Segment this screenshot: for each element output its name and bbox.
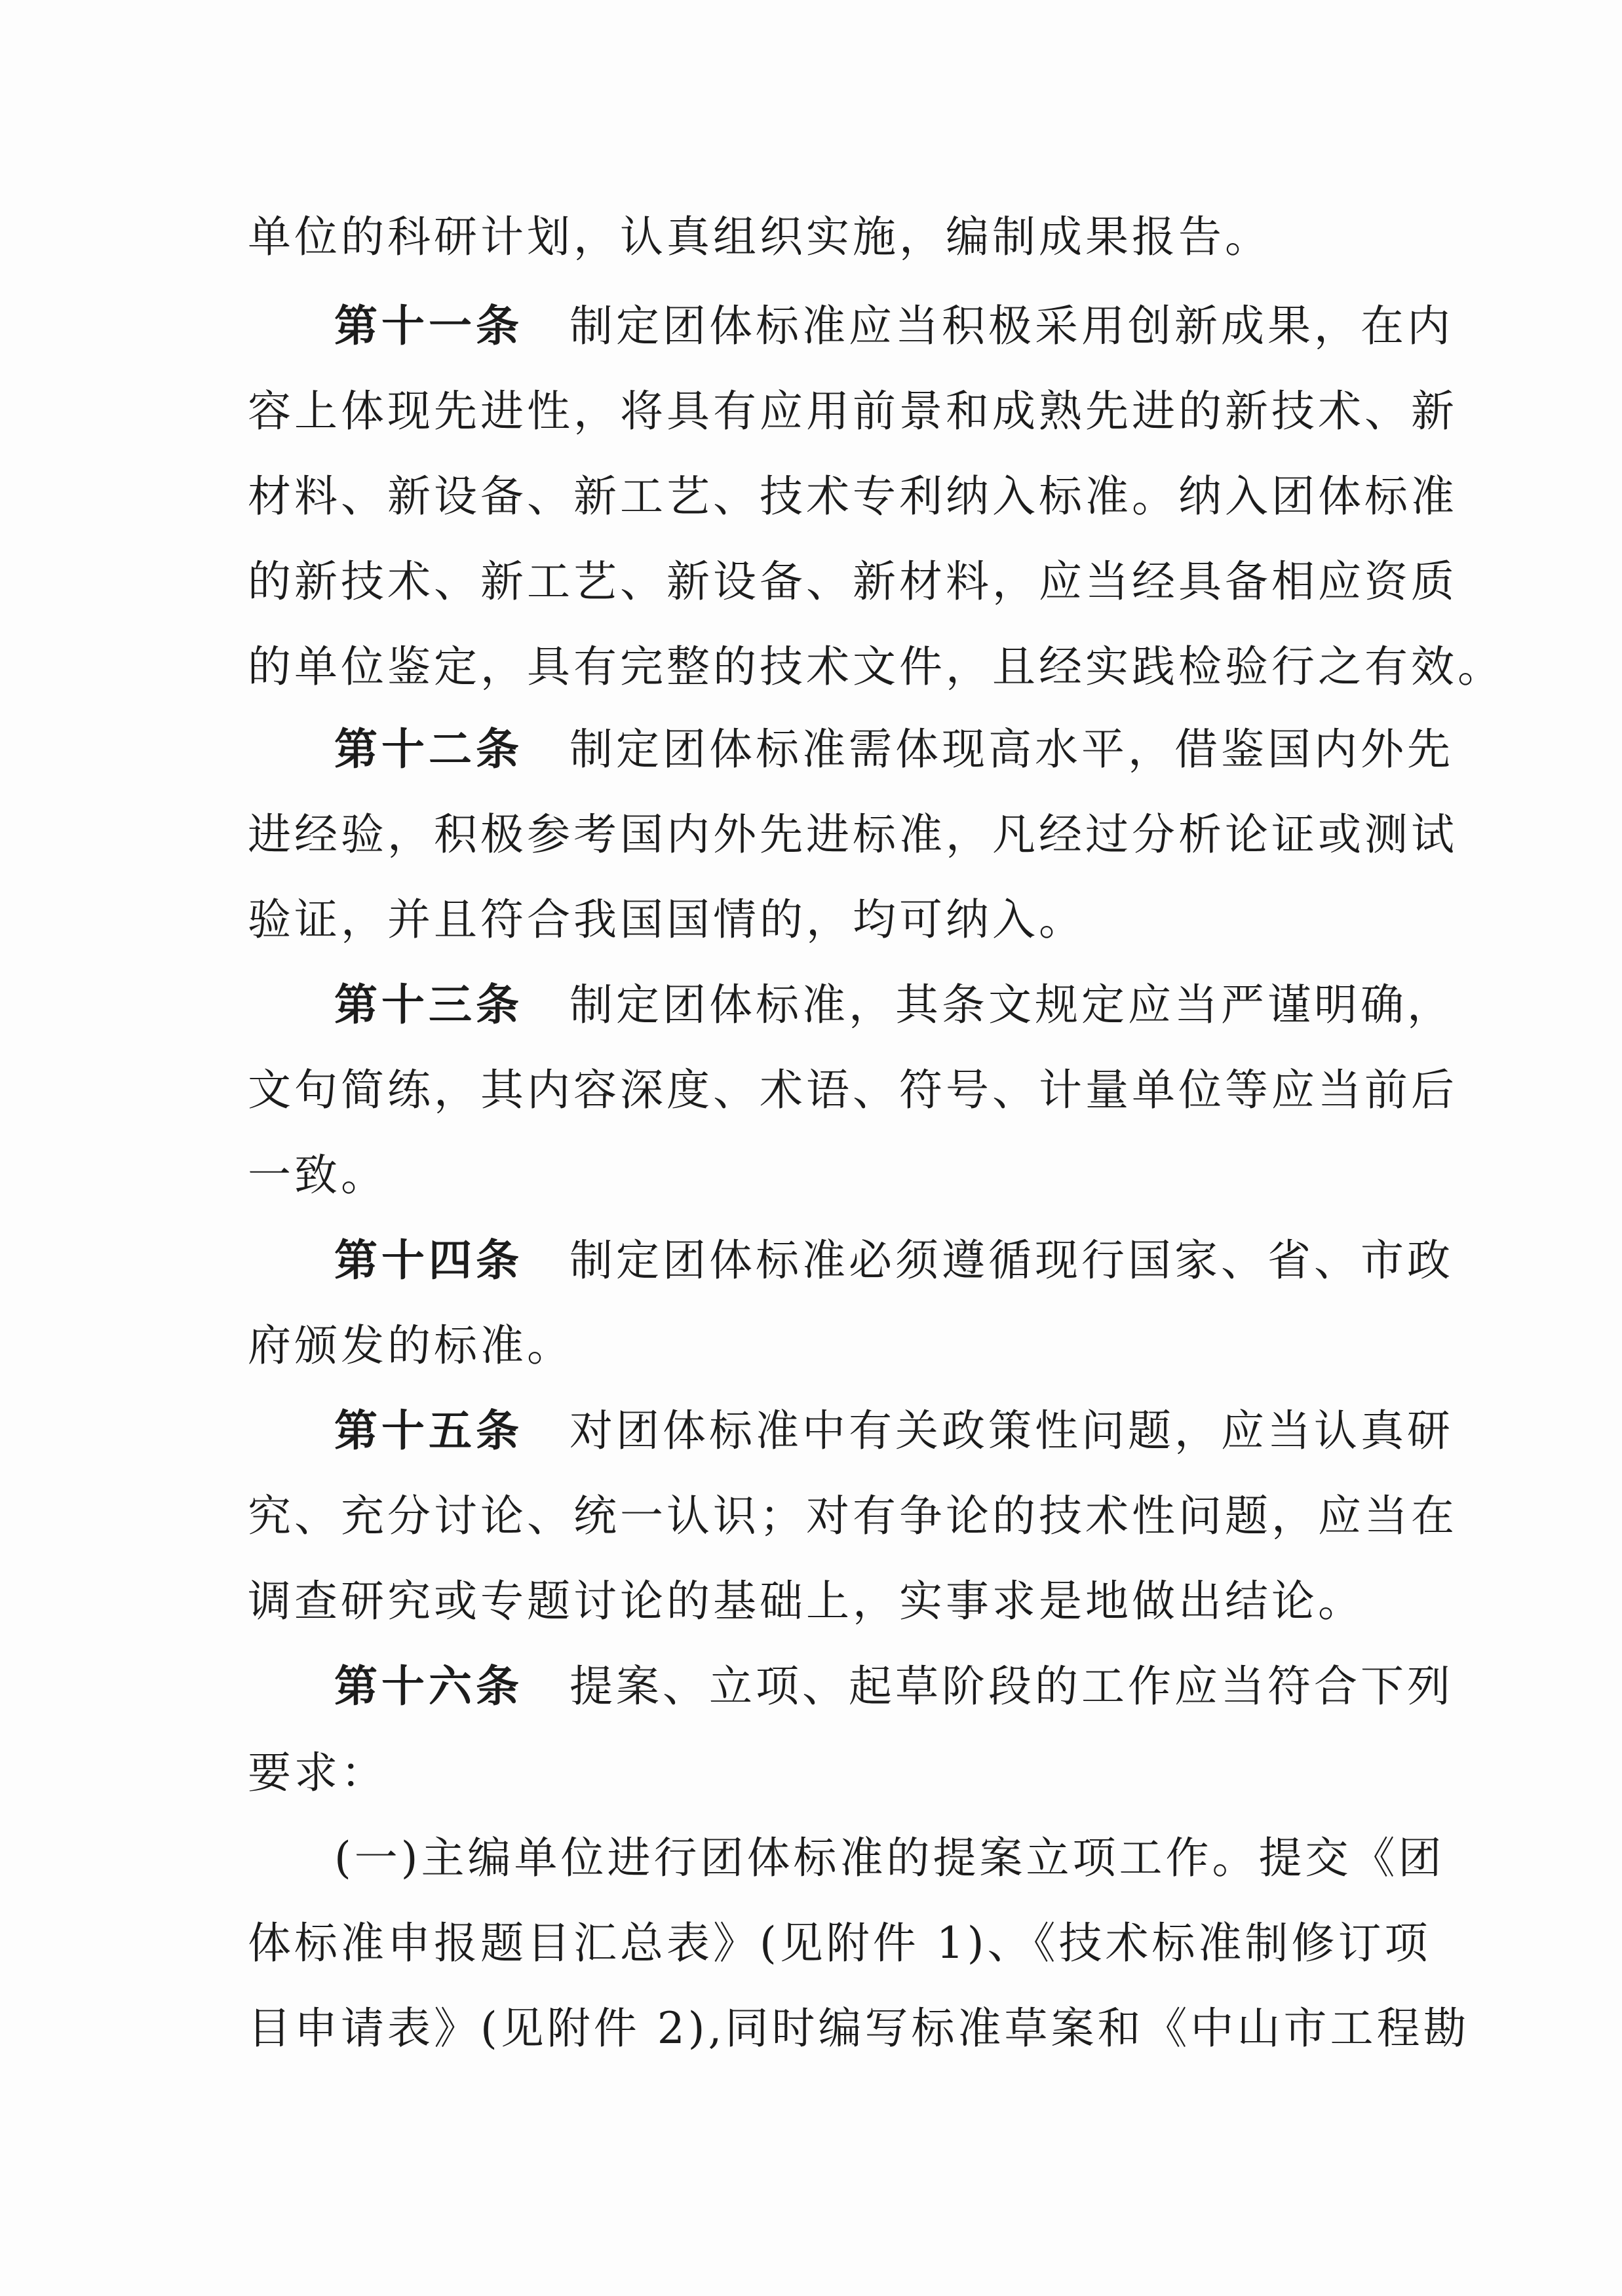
line-text: 制定团体标准应当积极采用创新成果，在内 xyxy=(570,301,1454,351)
text-line xyxy=(248,1058,1458,1123)
article-13-line-1 xyxy=(334,972,1454,1038)
text-line xyxy=(248,204,1375,270)
text-line xyxy=(248,464,1458,529)
article-heading: 第十五条 xyxy=(334,1406,523,1456)
line-text: 容上体现先进性，将具有应用前景和成熟先进的新技术、新 xyxy=(248,386,1458,436)
text-line xyxy=(248,1740,1375,1806)
line-text: 材料、新设备、新工艺、技术专利纳入标准。纳入团体标准 xyxy=(248,471,1458,522)
line-text: 验证，并且符合我国国情的，均可纳入。 xyxy=(248,894,1085,945)
line-text: 的单位鉴定，具有完整的技术文件，且经实践检验行之有效。 xyxy=(248,641,1504,692)
text-line xyxy=(248,379,1458,444)
article-12-line-1 xyxy=(334,717,1454,782)
article-15-line-1 xyxy=(334,1398,1454,1464)
article-heading: 第十三条 xyxy=(334,980,523,1030)
line-text: 单位的科研计划，认真组织实施，编制成果报告。 xyxy=(248,212,1271,262)
line-text: 究、充分讨论、统一认识；对有争论的技术性问题，应当在 xyxy=(248,1491,1458,1541)
line-text: 一致。 xyxy=(248,1150,387,1200)
article-heading: 第十二条 xyxy=(334,724,523,775)
text-line xyxy=(248,1313,1375,1379)
line-text: 体标准申报题目汇总表》(见附件 1)、《技术标准制修订项 xyxy=(248,1918,1431,1968)
line-text: 调查研究或专题讨论的基础上，实事求是地做出结论。 xyxy=(248,1576,1364,1626)
line-text: 对团体标准中有关政策性问题，应当认真研 xyxy=(570,1406,1454,1456)
line-text: (一)主编单位进行团体标准的提案立项工作。提交《团 xyxy=(334,1833,1445,1883)
article-16-line-1 xyxy=(334,1654,1454,1719)
line-text: 提案、立项、起草阶段的工作应当符合下列 xyxy=(570,1661,1454,1712)
article-heading: 第十六条 xyxy=(334,1661,523,1712)
line-text: 制定团体标准，其条文规定应当严谨明确， xyxy=(570,980,1454,1030)
line-text: 制定团体标准必须遵循现行国家、省、市政 xyxy=(570,1235,1454,1286)
text-line xyxy=(248,549,1458,615)
article-14-line-1 xyxy=(334,1228,1454,1293)
line-text: 府颁发的标准。 xyxy=(248,1320,573,1371)
text-line xyxy=(248,1911,1431,1976)
line-text: 制定团体标准需体现高水平，借鉴国内外先 xyxy=(570,724,1454,775)
text-line xyxy=(248,1996,1470,2061)
article-heading: 第十一条 xyxy=(334,301,523,351)
line-text: 文句简练，其内容深度、术语、符号、计量单位等应当前后 xyxy=(248,1065,1458,1115)
text-line xyxy=(334,1826,1445,1891)
line-text: 进经验，积极参考国内外先进标准，凡经过分析论证或测试 xyxy=(248,809,1458,860)
text-line xyxy=(248,634,1504,700)
line-text: 要求： xyxy=(248,1748,387,1798)
text-line xyxy=(248,1569,1375,1634)
article-11-line-1 xyxy=(334,294,1454,359)
text-line xyxy=(248,887,1375,953)
text-line xyxy=(248,802,1458,868)
line-text: 目申请表》(见附件 2),同时编写标准草案和《中山市工程勘 xyxy=(248,2003,1470,2054)
text-line xyxy=(248,1483,1458,1549)
article-heading: 第十四条 xyxy=(334,1235,523,1286)
line-text: 的新技术、新工艺、新设备、新材料，应当经具备相应资质 xyxy=(248,556,1458,607)
text-line xyxy=(248,1143,1375,1208)
